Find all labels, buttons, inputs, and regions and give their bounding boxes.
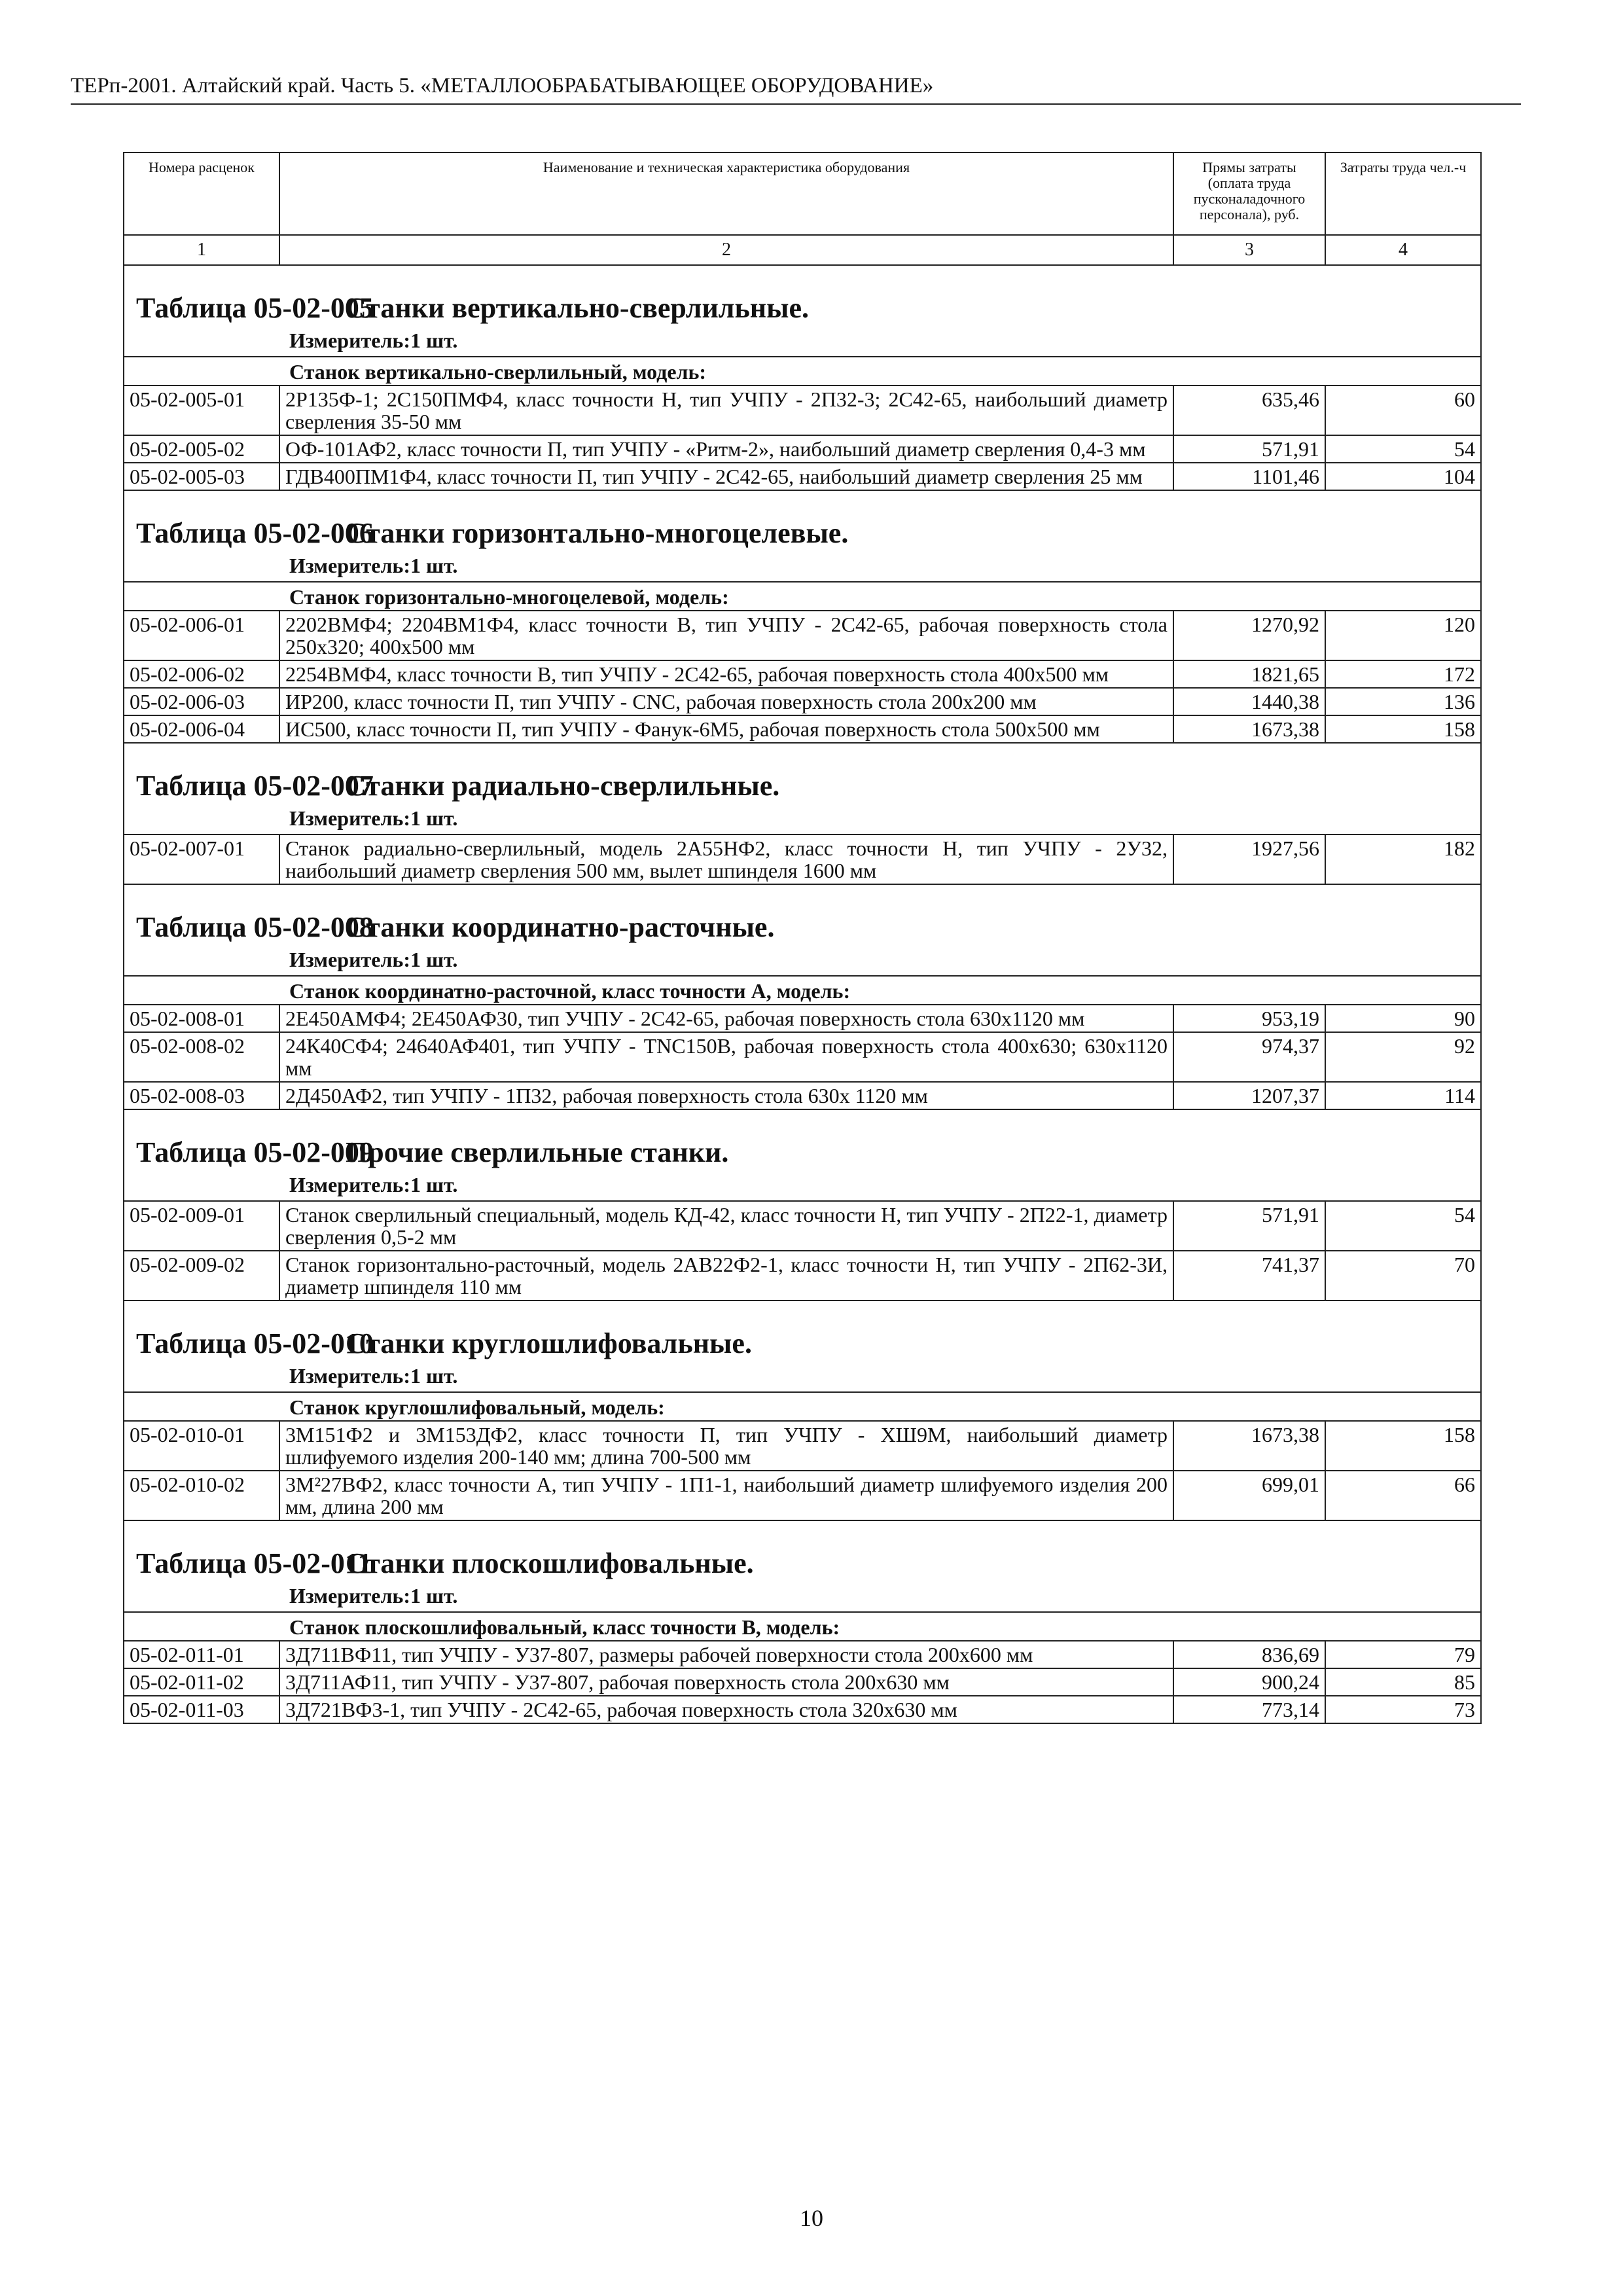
direct-cost: 1207,37 — [1173, 1082, 1325, 1109]
group-row — [124, 357, 1481, 386]
equipment-description: 2Е450АМФ4; 2Е450АФ30, тип УЧПУ - 2С42-65, рабочая поверхность стола 630х1120 мм — [279, 1005, 1173, 1032]
labor-hours: 73 — [1325, 1696, 1481, 1723]
section-number: Таблица 05-02-009 — [136, 1136, 374, 1168]
direct-cost: 1673,38 — [1173, 715, 1325, 743]
section-number: Таблица 05-02-007 — [136, 770, 374, 802]
group-cell — [124, 976, 1481, 1005]
labor-hours: 172 — [1325, 660, 1481, 688]
table-row — [124, 1201, 1481, 1251]
group-row — [124, 1392, 1481, 1421]
group-title: Станок круглошлифовальный, модель: — [289, 1395, 665, 1419]
section-name: Прочие сверлильные станки. — [346, 1136, 729, 1168]
section-title — [136, 516, 1474, 551]
section-title-row — [124, 1520, 1481, 1584]
table-row — [124, 611, 1481, 660]
direct-cost: 571,91 — [1173, 1201, 1325, 1251]
labor-hours: 60 — [1325, 386, 1481, 435]
rate-code: 05-02-006-01 — [124, 611, 279, 660]
section-number: Таблица 05-02-011 — [136, 1547, 372, 1579]
equipment-description: Станок горизонтально-расточный, модель 2АВ22Ф2-1, класс точности Н, тип УЧПУ - 2П62-3И, диаметр шпинделя 110 мм — [279, 1251, 1173, 1300]
group-cell — [124, 1612, 1481, 1641]
section-title-cell — [124, 743, 1481, 806]
rate-code: 05-02-011-03 — [124, 1696, 279, 1723]
labor-hours: 85 — [1325, 1668, 1481, 1696]
table-row — [124, 463, 1481, 490]
direct-cost: 571,91 — [1173, 435, 1325, 463]
group-title: Станок координатно-расточной, класс точности А, модель: — [289, 979, 851, 1003]
col-header-direct-costs: Прямы затраты (оплата труда пусконаладочного персонала), руб. — [1173, 152, 1325, 235]
section-measure-row — [124, 1584, 1481, 1612]
direct-cost: 773,14 — [1173, 1696, 1325, 1723]
direct-cost: 1673,38 — [1173, 1421, 1325, 1471]
equipment-description: 2Д450АФ2, тип УЧПУ - 1П32, рабочая поверхность стола 630х 1120 мм — [279, 1082, 1173, 1109]
section-number: Таблица 05-02-006 — [136, 517, 374, 549]
equipment-description: 2Р135Ф-1; 2С150ПМФ4, класс точности Н, тип УЧПУ - 2П32-3; 2С42-65, наибольший диаметр сверления 35-50 мм — [279, 386, 1173, 435]
section-measure-row — [124, 1364, 1481, 1392]
section-title — [136, 291, 1474, 326]
section-measure-row — [124, 806, 1481, 834]
equipment-description: 24К40СФ4; 24640АФ401, тип УЧПУ - TNC150B, рабочая поверхность стола 400х630; 630х1120 мм — [279, 1032, 1173, 1082]
direct-cost: 1101,46 — [1173, 463, 1325, 490]
direct-cost: 1440,38 — [1173, 688, 1325, 715]
group-title: Станок плоскошлифовальный, класс точности В, модель: — [289, 1615, 840, 1639]
section-name: Станки плоскошлифовальные. — [346, 1547, 754, 1579]
section-title-row — [124, 743, 1481, 806]
labor-hours: 136 — [1325, 688, 1481, 715]
section-title-cell — [124, 490, 1481, 554]
equipment-description: 3М²27ВФ2, класс точности А, тип УЧПУ - 1П1-1, наибольший диаметр шлифуемого изделия 200 мм, длина 200 мм — [279, 1471, 1173, 1520]
section-measure: Измеритель:1 шт. — [289, 1584, 458, 1607]
col-number: 2 — [279, 235, 1173, 265]
labor-hours: 70 — [1325, 1251, 1481, 1300]
table-row — [124, 1032, 1481, 1082]
section-number: Таблица 05-02-008 — [136, 911, 374, 943]
table-row — [124, 688, 1481, 715]
section-title — [136, 910, 1474, 945]
table-row — [124, 715, 1481, 743]
section-title-row — [124, 884, 1481, 948]
section-measure-row — [124, 1173, 1481, 1201]
equipment-description: 3М151Ф2 и 3М153ДФ2, класс точности П, тип УЧПУ - ХШ9М, наибольший диаметр шлифуемого изделия 200-140 мм; длина 700-500 мм — [279, 1421, 1173, 1471]
section-measure-cell — [124, 329, 1481, 357]
equipment-description: 2202ВМФ4; 2204ВМ1Ф4, класс точности В, тип УЧПУ - 2С42-65, рабочая поверхность стола 250х320; 400х500 мм — [279, 611, 1173, 660]
section-title — [136, 1326, 1474, 1361]
table-body — [124, 265, 1481, 1723]
equipment-description: ИС500, класс точности П, тип УЧПУ - Фанук-6М5, рабочая поверхность стола 500х500 мм — [279, 715, 1173, 743]
section-measure-row — [124, 554, 1481, 582]
table-row — [124, 1641, 1481, 1668]
column-numbers-row — [124, 235, 1481, 265]
section-number: Таблица 05-02-005 — [136, 292, 374, 324]
labor-hours: 90 — [1325, 1005, 1481, 1032]
table-row — [124, 1696, 1481, 1723]
equipment-description: Станок радиально-сверлильный, модель 2А55НФ2, класс точности Н, тип УЧПУ - 2У32, наибольший диаметр сверления 500 мм, вылет шпинделя 1600 мм — [279, 834, 1173, 884]
direct-cost: 974,37 — [1173, 1032, 1325, 1082]
col-number: 4 — [1325, 235, 1481, 265]
section-measure-cell — [124, 1584, 1481, 1612]
labor-hours: 79 — [1325, 1641, 1481, 1668]
table-row — [124, 1005, 1481, 1032]
table-row — [124, 1471, 1481, 1520]
section-number: Таблица 05-02-010 — [136, 1327, 374, 1359]
section-measure: Измеритель:1 шт. — [289, 554, 458, 577]
page-header: ТЕРп-2001. Алтайский край. Часть 5. «МЕТАЛЛООБРАБАТЫВАЮЩЕЕ ОБОРУДОВАНИЕ» — [71, 71, 1521, 105]
section-title-cell — [124, 884, 1481, 948]
section-measure: Измеритель:1 шт. — [289, 1364, 458, 1388]
section-measure: Измеритель:1 шт. — [289, 329, 458, 352]
section-name: Станки горизонтально-многоцелевые. — [346, 517, 849, 549]
rate-code: 05-02-005-01 — [124, 386, 279, 435]
direct-cost: 900,24 — [1173, 1668, 1325, 1696]
section-title — [136, 1135, 1474, 1170]
rate-code: 05-02-008-01 — [124, 1005, 279, 1032]
labor-hours: 182 — [1325, 834, 1481, 884]
section-name: Станки координатно-расточные. — [346, 911, 775, 943]
group-title: Станок вертикально-сверлильный, модель: — [289, 360, 707, 384]
table-row — [124, 1421, 1481, 1471]
section-name: Станки радиально-сверлильные. — [346, 770, 780, 802]
rate-code: 05-02-010-02 — [124, 1471, 279, 1520]
section-title-cell — [124, 265, 1481, 329]
rate-code: 05-02-006-02 — [124, 660, 279, 688]
section-title-cell — [124, 1520, 1481, 1584]
section-title — [136, 1546, 1474, 1581]
rate-code: 05-02-011-01 — [124, 1641, 279, 1668]
rate-code: 05-02-009-01 — [124, 1201, 279, 1251]
group-row — [124, 1612, 1481, 1641]
group-cell — [124, 582, 1481, 611]
rates-table-wrapper — [123, 152, 1480, 1724]
table-row — [124, 1251, 1481, 1300]
section-measure: Измеритель:1 шт. — [289, 948, 458, 971]
group-row — [124, 582, 1481, 611]
equipment-description: ГДВ400ПМ1Ф4, класс точности П, тип УЧПУ - 2С42-65, наибольший диаметр сверления 25 мм — [279, 463, 1173, 490]
col-header-codes: Номера расценок — [124, 152, 279, 235]
group-title: Станок горизонтально-многоцелевой, модель: — [289, 585, 729, 609]
labor-hours: 54 — [1325, 1201, 1481, 1251]
table-row — [124, 834, 1481, 884]
rate-code: 05-02-005-02 — [124, 435, 279, 463]
col-header-description: Наименование и техническая характеристика оборудования — [279, 152, 1173, 235]
rate-code: 05-02-009-02 — [124, 1251, 279, 1300]
group-cell — [124, 357, 1481, 386]
equipment-description: ИР200, класс точности П, тип УЧПУ - CNC, рабочая поверхность стола 200х200 мм — [279, 688, 1173, 715]
direct-cost: 953,19 — [1173, 1005, 1325, 1032]
section-measure-row — [124, 329, 1481, 357]
col-number: 1 — [124, 235, 279, 265]
table-row — [124, 1082, 1481, 1109]
section-name: Станки вертикально-сверлильные. — [346, 292, 809, 324]
rate-code: 05-02-005-03 — [124, 463, 279, 490]
rate-code: 05-02-010-01 — [124, 1421, 279, 1471]
section-title-row — [124, 490, 1481, 554]
section-measure: Измеритель:1 шт. — [289, 806, 458, 830]
equipment-description: 3Д711АФ11, тип УЧПУ - У37-807, рабочая поверхность стола 200х630 мм — [279, 1668, 1173, 1696]
direct-cost: 836,69 — [1173, 1641, 1325, 1668]
section-measure: Измеритель:1 шт. — [289, 1173, 458, 1196]
equipment-description: Станок сверлильный специальный, модель КД-42, класс точности Н, тип УЧПУ - 2П22-1, диаметр сверления 0,5-2 мм — [279, 1201, 1173, 1251]
section-title-cell — [124, 1109, 1481, 1173]
section-title-row — [124, 265, 1481, 329]
col-number: 3 — [1173, 235, 1325, 265]
col-header-labor: Затраты труда чел.-ч — [1325, 152, 1481, 235]
rate-code: 05-02-006-04 — [124, 715, 279, 743]
group-cell — [124, 1392, 1481, 1421]
section-measure-cell — [124, 806, 1481, 834]
rate-code: 05-02-011-02 — [124, 1668, 279, 1696]
table-row — [124, 386, 1481, 435]
section-measure-cell — [124, 554, 1481, 582]
table-header-row — [124, 152, 1481, 235]
direct-cost: 1927,56 — [1173, 834, 1325, 884]
section-measure-row — [124, 948, 1481, 976]
labor-hours: 114 — [1325, 1082, 1481, 1109]
page-number: 10 — [800, 2205, 823, 2231]
section-title-row — [124, 1300, 1481, 1364]
rate-code: 05-02-006-03 — [124, 688, 279, 715]
equipment-description: 2254ВМФ4, класс точности В, тип УЧПУ - 2С42-65, рабочая поверхность стола 400х500 мм — [279, 660, 1173, 688]
labor-hours: 92 — [1325, 1032, 1481, 1082]
direct-cost: 741,37 — [1173, 1251, 1325, 1300]
section-title — [136, 768, 1474, 804]
labor-hours: 54 — [1325, 435, 1481, 463]
labor-hours: 66 — [1325, 1471, 1481, 1520]
direct-cost: 635,46 — [1173, 386, 1325, 435]
rate-code: 05-02-008-03 — [124, 1082, 279, 1109]
labor-hours: 120 — [1325, 611, 1481, 660]
direct-cost: 1270,92 — [1173, 611, 1325, 660]
section-measure-cell — [124, 1173, 1481, 1201]
equipment-description: 3Д711ВФ11, тип УЧПУ - У37-807, размеры рабочей поверхности стола 200х600 мм — [279, 1641, 1173, 1668]
table-row — [124, 435, 1481, 463]
section-name: Станки круглошлифовальные. — [346, 1327, 752, 1359]
rates-table — [123, 152, 1482, 1724]
direct-cost: 699,01 — [1173, 1471, 1325, 1520]
table-row — [124, 660, 1481, 688]
section-measure-cell — [124, 948, 1481, 976]
group-row — [124, 976, 1481, 1005]
section-measure-cell — [124, 1364, 1481, 1392]
equipment-description: ОФ-101АФ2, класс точности П, тип УЧПУ - «Ритм-2», наибольший диаметр сверления 0,4-3 мм — [279, 435, 1173, 463]
direct-cost: 1821,65 — [1173, 660, 1325, 688]
labor-hours: 158 — [1325, 1421, 1481, 1471]
table-row — [124, 1668, 1481, 1696]
section-title-cell — [124, 1300, 1481, 1364]
equipment-description: 3Д721ВФ3-1, тип УЧПУ - 2С42-65, рабочая поверхность стола 320х630 мм — [279, 1696, 1173, 1723]
rate-code: 05-02-007-01 — [124, 834, 279, 884]
labor-hours: 158 — [1325, 715, 1481, 743]
labor-hours: 104 — [1325, 463, 1481, 490]
section-title-row — [124, 1109, 1481, 1173]
rate-code: 05-02-008-02 — [124, 1032, 279, 1082]
